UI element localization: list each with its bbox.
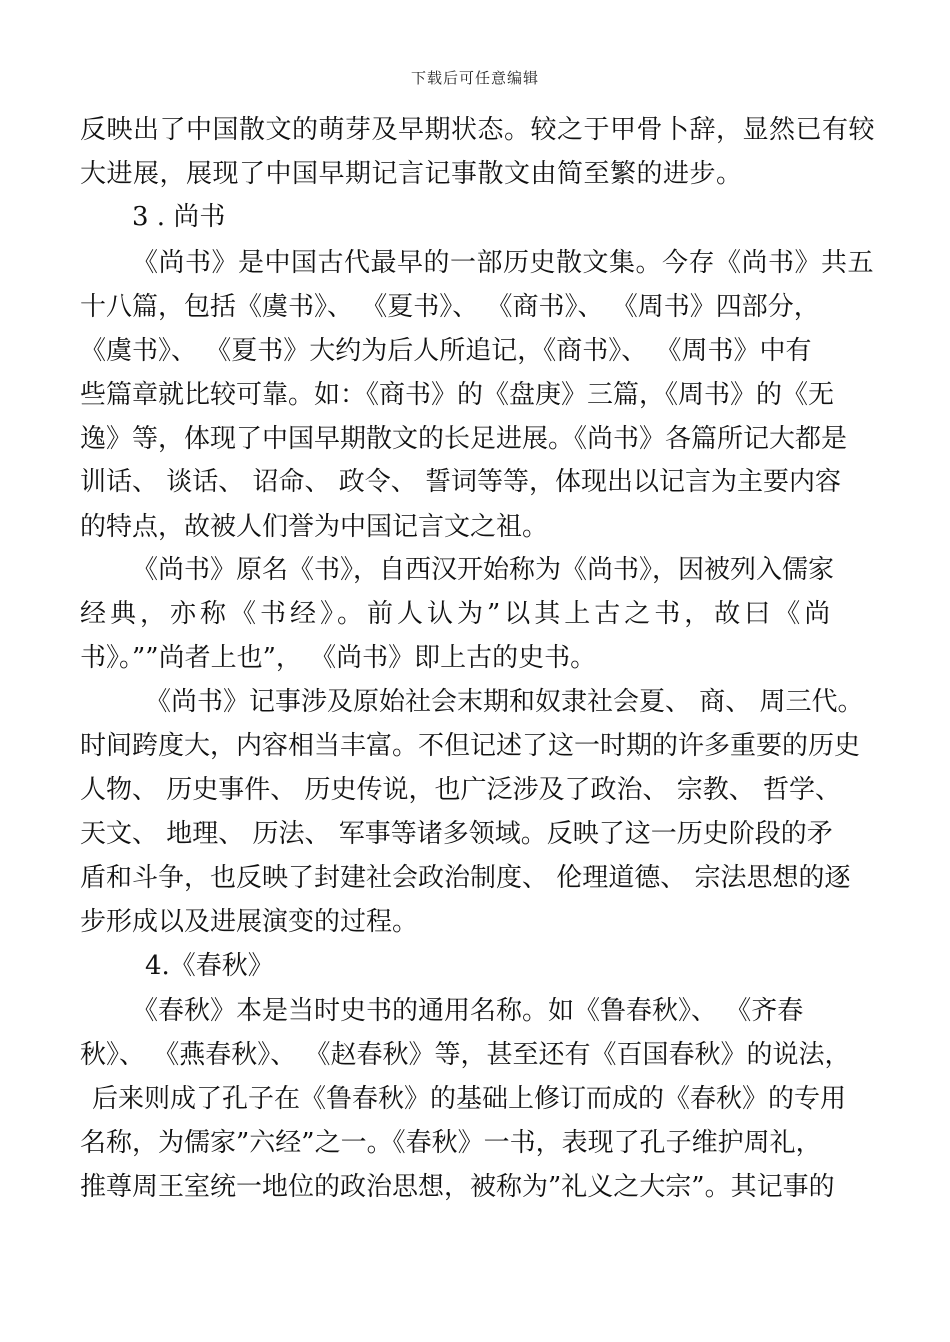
text-line: 时间跨度大，内容相当丰富。不但记述了这一时期的许多重要的历史 (80, 731, 861, 761)
text-line: 推尊周王室统一地位的政治思想，被称为”礼义之大宗”。其记事的 (80, 1172, 835, 1202)
text-line: 《春秋》本是当时史书的通用名称。如《鲁春秋》、 《齐春 (132, 996, 804, 1026)
text-line: 经典，亦称《书经》。前人认为”以其上古之书，故曰《尚 (80, 599, 835, 629)
section-heading: 4.《春秋》 (145, 951, 274, 981)
text-line: 名称，为儒家”六经”之一。《春秋》一书，表现了孔子维护周礼， (80, 1128, 822, 1158)
text-line: 秋》、 《燕春秋》、 《赵春秋》等，甚至还有《百国春秋》的说法， (80, 1040, 851, 1070)
text-line: 些篇章就比较可靠。如：《商书》的《盘庚》三篇，《周书》的《无 (80, 380, 835, 410)
text-line: 人物、 历史事件、 历史传说，也广泛涉及了政治、 宗教、 哲学、 (80, 775, 842, 805)
text-line: 的特点，故被人们誉为中国记言文之祖。 (80, 512, 549, 542)
text-line: 书》。””尚者上也”， 《尚书》即上古的史书。 (80, 643, 597, 673)
text-line: 大进展，展现了中国早期记言记事散文由简至繁的进步。 (80, 159, 743, 189)
page-header: 下载后可任意编辑 (410, 69, 539, 87)
text-line: 盾和斗争，也反映了封建社会政治制度、 伦理道德、 宗法思想的逐 (80, 863, 851, 893)
text-line: 《尚书》原名《书》，自西汉开始称为《尚书》，因被列入儒家 (132, 555, 835, 585)
section-heading: 3 . 尚书 (132, 202, 226, 232)
text-line: 《虞书》、 《夏书》大约为后人所追记，《商书》、 《周书》中有 (80, 336, 812, 366)
text-line: 逸》等，体现了中国早期散文的长足进展。《尚书》各篇所记大都是 (80, 424, 848, 454)
text-line: 天文、 地理、 历法、 军事等诸多领域。反映了这一历史阶段的矛 (80, 819, 833, 849)
text-line: 后来则成了孔子在《鲁春秋》的基础上修订而成的《春秋》的专用 (92, 1084, 847, 1114)
text-line: 训话、 谈话、 诏命、 政令、 誓词等等，体现出以记言为主要内容 (80, 467, 842, 497)
text-line: 步形成以及进展演变的过程。 (80, 907, 419, 937)
text-line: 《尚书》是中国古代最早的一部历史散文集。今存《尚书》共五 (132, 248, 875, 278)
text-line: 《尚书》记事涉及原始社会末期和奴隶社会夏、 商、 周三代。 (145, 687, 864, 717)
text-line: 十八篇，包括《虞书》、 《夏书》、 《商书》、 《周书》四部分， (80, 292, 820, 322)
text-line: 反映出了中国散文的萌芽及早期状态。较之于甲骨卜辞，显然已有较 (80, 115, 876, 145)
